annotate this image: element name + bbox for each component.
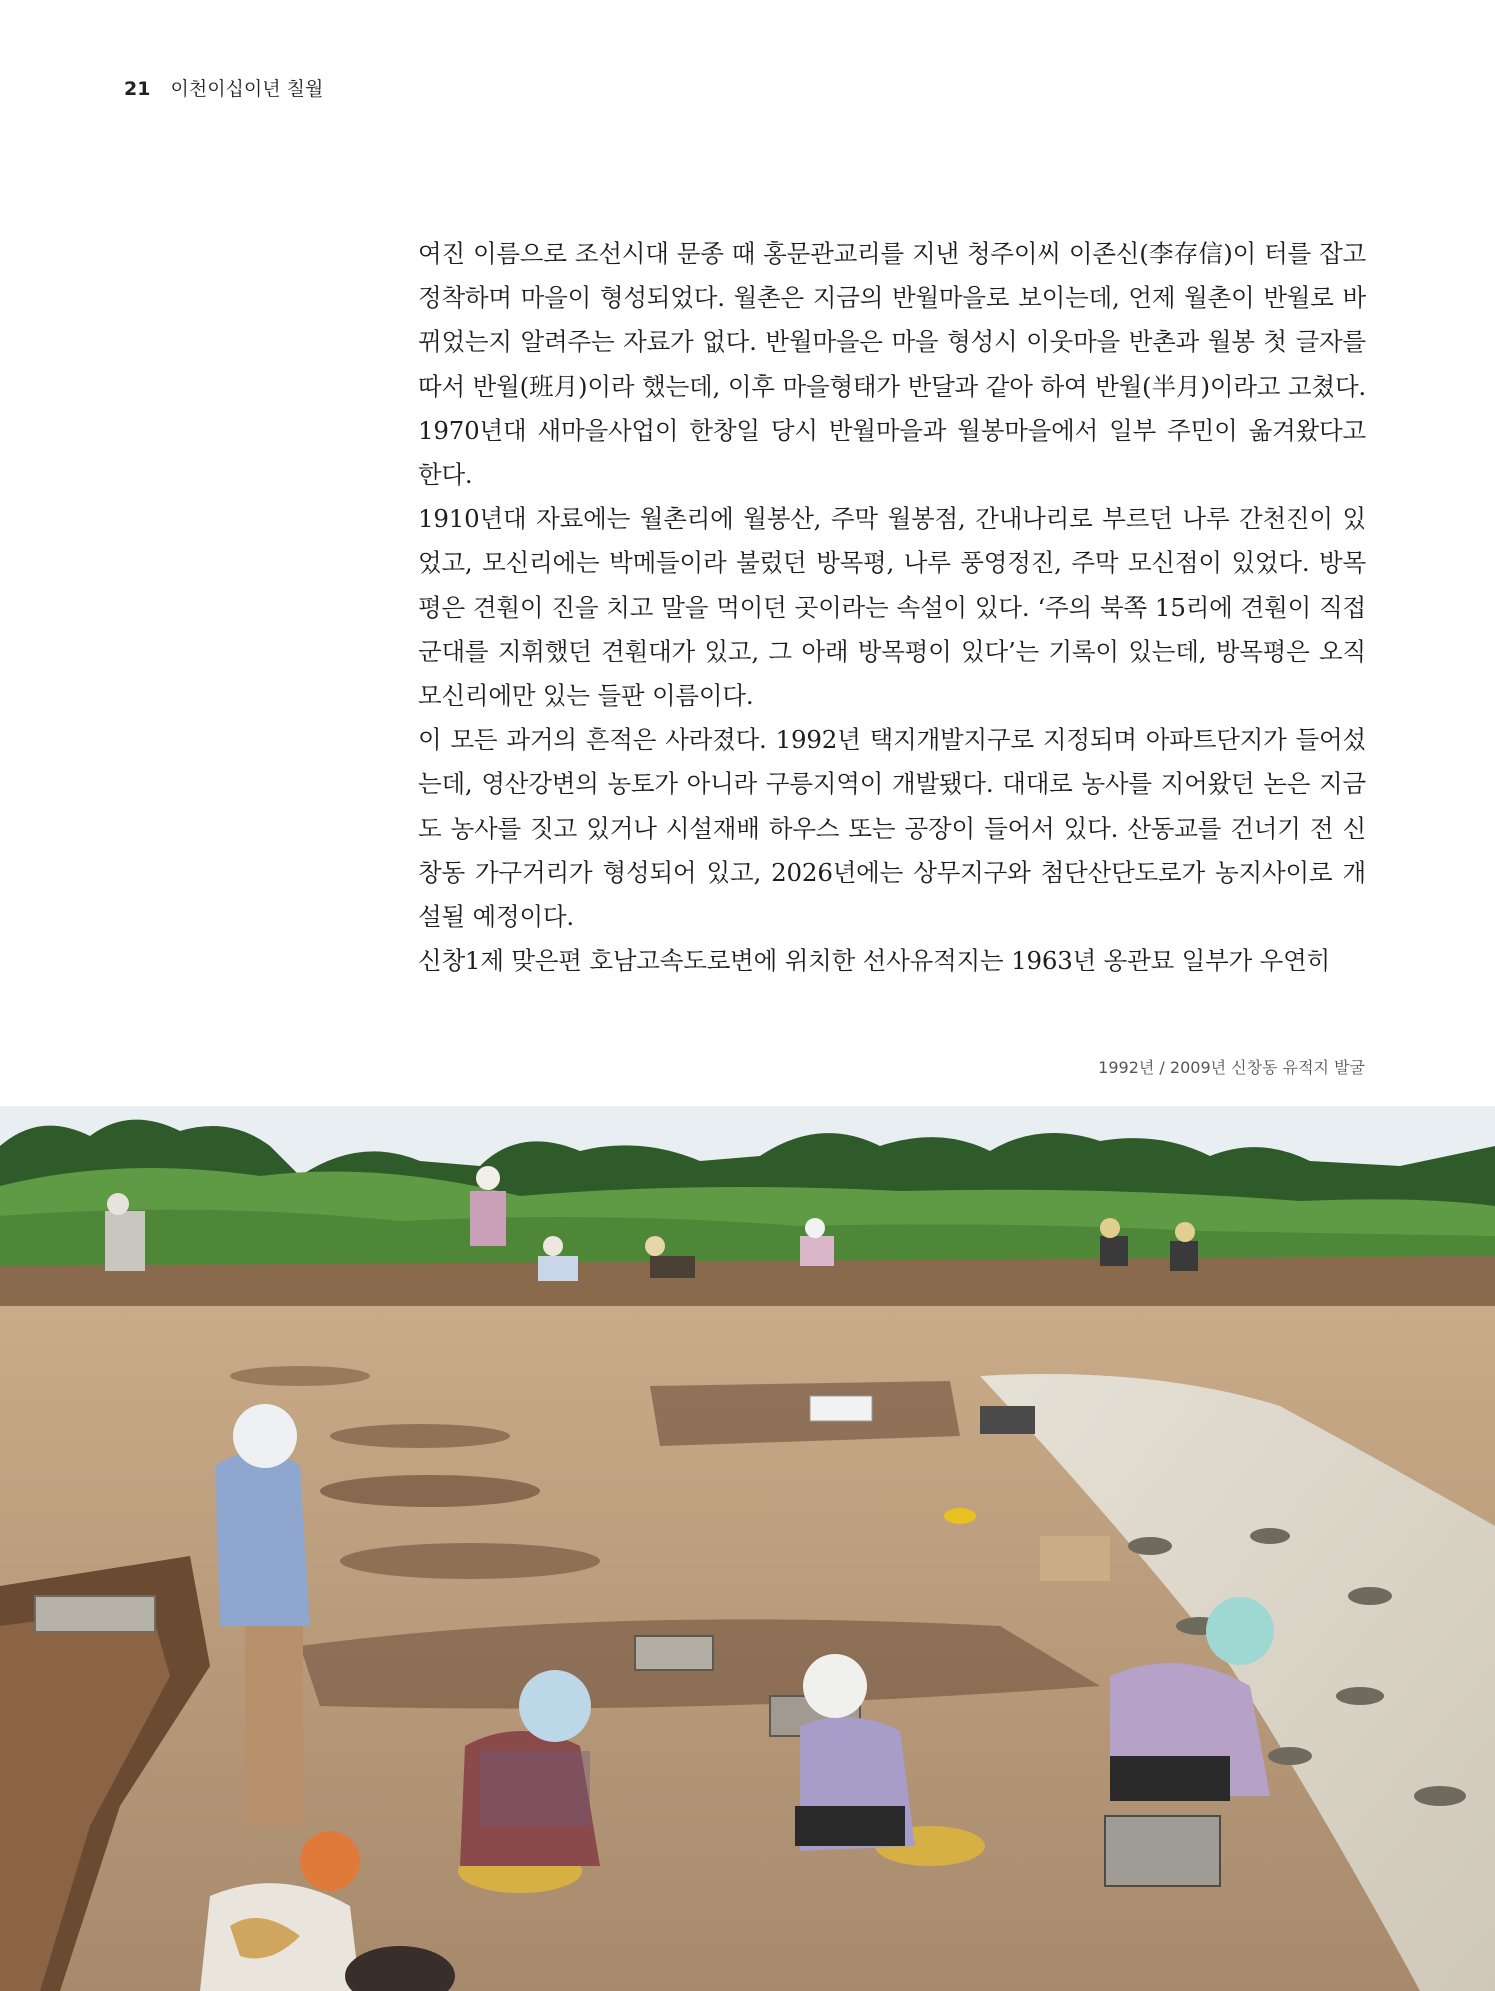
article-body xyxy=(418,232,1366,983)
paragraph-1: 여진 이름으로 조선시대 문종 때 홍문관교리를 지낸 청주이씨 이존신(李存信)이 터를 잡고 정착하며 마을이 형성되었다. 월촌은 지금의 반월마을로 보이는데, 언제 월촌이 반월로 바뀌었는지 알려주는 자료가 없다. 반월마을은 마을 형성시 이웃마을 반촌과 월봉 첫 글자를 따서 반월(班月)이라 했는데, 이후 마을형태가 반달과 같아 하여 반월(半月)이라고 고쳤다. 1970년대 새마을사업이 한창일 당시 반월마을과 월봉마을에서 일부 주민이 옮겨왔다고 한다. xyxy=(418,239,1366,490)
page-header xyxy=(124,74,323,101)
paragraph-4: 신창1제 맞은편 호남고속도로변에 위치한 선사유적지는 1963년 옹관묘 일부가 우연히 xyxy=(418,946,1331,976)
paragraph-3: 이 모든 과거의 흔적은 사라졌다. 1992년 택지개발지구로 지정되며 아파트단지가 들어섰는데, 영산강변의 농토가 아니라 구릉지역이 개발됐다. 대대로 농사를 지어왔던 논은 지금도 농사를 짓고 있거나 시설재배 하우스 또는 공장이 들어서 있다. 산동교를 건너기 전 신창동 가구거리가 형성되어 있고, 2026년에는 상무지구와 첨단산단도로가 농지사이로 개설될 예정이다. xyxy=(418,725,1366,932)
page-number: 21 xyxy=(124,78,151,100)
paragraph-2: 1910년대 자료에는 월촌리에 월봉산, 주막 월봉점, 간내나리로 부르던 나루 간천진이 있었고, 모신리에는 박메들이라 불렀던 방목평, 나루 풍영정진, 주막 모신점이 있었다. 방목평은 견훤이 진을 치고 말을 먹이던 곳이라는 속설이 있다. ‘주의 북쪽 15리에 견훤이 직접 군대를 지휘했던 견훤대가 있고, 그 아래 방목평이 있다’는 기록이 있는데, 방목평은 오직 모신리에만 있는 들판 이름이다. xyxy=(418,504,1366,711)
issue-title: 이천이십이년 칠월 xyxy=(170,78,324,100)
photo-caption: 1992년 / 2009년 신창동 유적지 발굴 xyxy=(1098,1058,1365,1077)
excavation-photo xyxy=(0,1106,1495,1991)
